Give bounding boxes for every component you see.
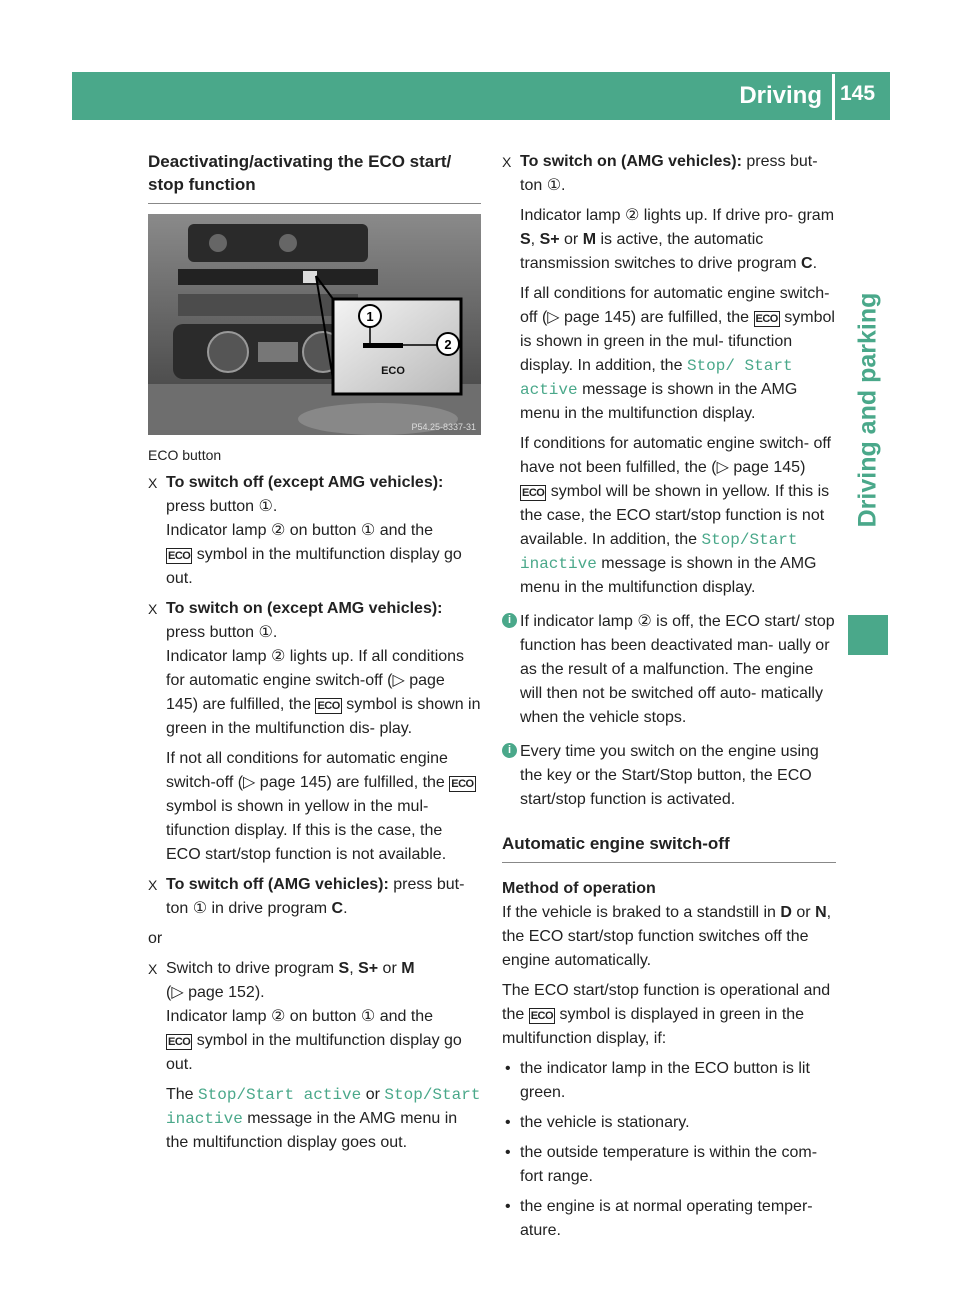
step-text: press button ①.	[166, 624, 278, 641]
callout-1: 1	[366, 309, 374, 324]
step-title: To switch on (AMG vehicles):	[520, 153, 742, 170]
paragraph-method	[502, 901, 836, 973]
eco-symbol-icon: ECO	[168, 550, 191, 562]
info-note-activation	[502, 740, 836, 812]
message-stop-start-inactive: Stop/Start inactive	[520, 531, 798, 573]
step-text: If conditions for automatic engine switch- off have not been fulfilled, the (▷ page 145)	[520, 435, 831, 476]
step-arrow-icon: X	[148, 601, 158, 617]
section-tab	[848, 250, 888, 570]
step-arrow-icon: X	[148, 877, 158, 893]
list-item	[502, 1195, 836, 1243]
step-text: or	[564, 231, 579, 248]
section-heading: Deactivating/activating the ECO start/ stop function	[148, 152, 452, 194]
drive-program-c: C	[331, 900, 344, 917]
left-column	[148, 150, 481, 1155]
step-text: symbol in the multifunction display go out.	[166, 1032, 462, 1073]
step-text: symbol is shown in yellow in the mul- tifunction display. If this is the case, the ECO start/stop function is not available.	[166, 798, 447, 863]
eco-symbol-icon: ECO	[755, 313, 778, 325]
program-s: S	[338, 960, 350, 977]
step-text: Indicator lamp ② lights up. If drive pro- gram	[520, 207, 835, 224]
gear-d: D	[780, 904, 792, 921]
gear-n: N	[815, 904, 827, 921]
page-number: 145	[840, 82, 876, 105]
eco-button-illustration	[148, 214, 481, 435]
callout-2: 2	[444, 337, 452, 352]
eco-symbol-icon: ECO	[451, 778, 474, 790]
header-separator	[832, 74, 835, 120]
list-item	[502, 1111, 836, 1135]
step-switch-on-amg: X To switch on (AMG vehicles): press but- ton ①. Indicator lamp ② lights up. If drive pro- gram S, S+ or M is active, the automatic transmission switches to drive program C. If all conditions for automatic engine switch-off (▷ page 145) are fulfilled, the ECO symbol is shown in green in the mul- tifunction display. In addition, the Stop/ Start active message is shown in the AMG menu in the multifunction display. If conditions for automatic engine switch- off have not been fulfilled, the (▷ page 145) ECO symbol will be shown in yellow. If this is the case, the ECO start/stop function is not available. In addition, the Stop/Start inactive message is shown in the AMG menu in the multifunction display.	[502, 150, 836, 600]
body-text: The ECO start/stop function is operational and the	[502, 982, 831, 1023]
bullet-icon: •	[505, 1114, 511, 1131]
list-item	[502, 1141, 836, 1189]
message-stop-start-active: Stop/Start active	[198, 1086, 362, 1104]
body-text: If the vehicle is braked to a standstill in	[502, 904, 776, 921]
body-text: symbol is displayed in green in the multifunction display, if:	[502, 1006, 805, 1047]
step-arrow-icon: X	[502, 154, 512, 170]
list-item-text: the engine is at normal operating temper- ature.	[520, 1198, 813, 1239]
eco-button-photo	[148, 214, 481, 435]
photo-code: P54.25-8337-31	[411, 422, 476, 432]
message-stop-start-active: Stop/ Start active	[520, 357, 793, 399]
header-title: Driving	[739, 82, 822, 109]
right-column	[502, 150, 836, 1243]
step-switch-off-amg	[148, 873, 481, 921]
step-text: press but- ton ①.	[520, 153, 818, 194]
step-text: press but- ton ① in drive program	[166, 876, 465, 917]
eco-symbol-icon: ECO	[530, 1010, 554, 1022]
eco-symbol-icon: ECO	[522, 487, 545, 499]
step-text: Indicator lamp ② on button ① and the	[166, 1008, 434, 1025]
step-text: message in the AMG menu in the multifunction display goes out.	[166, 1110, 458, 1151]
program-splus: S+	[358, 960, 379, 977]
info-note-indicator	[502, 610, 836, 730]
step-text: message is shown in the AMG menu in the multifunction display.	[520, 555, 817, 596]
program-s: S	[520, 231, 531, 248]
program-c: C	[801, 255, 813, 272]
program-m: M	[582, 231, 597, 248]
list-item	[502, 1057, 836, 1105]
body-text: , the ECO start/stop function switches off the engine automatically.	[502, 904, 832, 969]
step-text: or	[382, 960, 397, 977]
eco-symbol-icon: ECO	[168, 1036, 191, 1048]
body-text: or	[796, 904, 811, 921]
section-marker	[848, 615, 888, 655]
program-splus: S+	[539, 231, 560, 248]
heading-rule	[148, 203, 481, 204]
or-label: or	[148, 930, 163, 947]
step-switch-off-non-amg	[148, 471, 481, 591]
step-text: Switch to drive program	[166, 960, 335, 977]
program-m: M	[401, 960, 415, 977]
step-text: If not all conditions for automatic engine switch-off (▷ page 145) are fulfilled, the	[166, 750, 448, 791]
step-text: symbol is shown in green in the mul- tifunction display. In addition, the	[520, 309, 835, 374]
step-arrow-icon: X	[148, 475, 158, 491]
step-text: (▷ page 152).	[166, 984, 265, 1001]
step-text: Indicator lamp ② on button ① and the	[166, 522, 434, 539]
photo-caption: ECO button	[148, 447, 222, 463]
step-text: press button ①.	[166, 498, 278, 515]
photo-button-label: ECO	[381, 365, 405, 377]
info-icon: i	[502, 613, 517, 628]
step-text: or	[365, 1086, 380, 1103]
list-item-text: the outside temperature is within the com- fort range.	[520, 1144, 818, 1185]
bullet-icon: •	[505, 1060, 511, 1077]
step-text: .	[343, 900, 348, 917]
list-item-text: the vehicle is stationary.	[520, 1114, 690, 1131]
message-stop-start-inactive: Stop/Start inactive	[166, 1086, 481, 1128]
list-item-text: the indicator lamp in the ECO button is lit green.	[520, 1060, 810, 1101]
heading-rule	[502, 862, 836, 863]
step-switch-program: X Switch to drive program S, S+ or M (▷ page 152). Indicator lamp ② on button ① and the ECO symbol in the multifunction display go out. The Stop/Start active or Stop/Start inactive message in the AMG menu in the multifunction display goes out.	[148, 957, 481, 1155]
info-text: If indicator lamp ② is off, the ECO start/ stop function has been deactivated man- ually or as the result of a malfunction. The engine will then not be switched off auto- matically when the vehicle stops.	[520, 613, 835, 726]
step-title: To switch on (except AMG vehicles):	[166, 600, 443, 617]
info-icon: i	[502, 743, 517, 758]
section-tab-label: Driving and parking	[853, 292, 882, 528]
step-text: (▷ page 145) are fulfilled, the	[166, 672, 445, 713]
paragraph-conditions	[502, 979, 836, 1051]
step-switch-on-non-amg	[148, 597, 481, 867]
section-heading-auto-switch-off: Automatic engine switch-off	[502, 834, 730, 853]
step-text: is active, the automatic transmission switches to drive program	[520, 231, 797, 272]
step-text: symbol is shown in green in the multifunction dis- play.	[166, 696, 481, 737]
step-text: message is shown in the AMG menu in the multifunction display.	[520, 381, 798, 422]
step-title: To switch off (AMG vehicles):	[166, 876, 389, 893]
eco-symbol-icon: ECO	[317, 700, 340, 712]
subheading-method: Method of operation	[502, 880, 656, 897]
step-arrow-icon: X	[148, 961, 158, 977]
step-text: symbol will be shown in yellow. If this is the case, the ECO start/stop function is not available. In addition, the	[520, 483, 830, 548]
info-text: Every time you switch on the engine using the key or the Start/Stop button, the ECO start/stop function is activated.	[520, 743, 819, 808]
bullet-icon: •	[505, 1198, 511, 1215]
step-title: To switch off (except AMG vehicles):	[166, 474, 444, 491]
step-text: Indicator lamp ② lights up. If all conditions for automatic engine switch-off	[166, 648, 465, 689]
step-text: symbol in the multifunction display go out.	[166, 546, 462, 587]
step-text: If all conditions for automatic engine switch-off (▷ page 145) are fulfilled, the	[520, 285, 830, 326]
step-text: The	[166, 1086, 194, 1103]
bullet-icon: •	[505, 1144, 511, 1161]
